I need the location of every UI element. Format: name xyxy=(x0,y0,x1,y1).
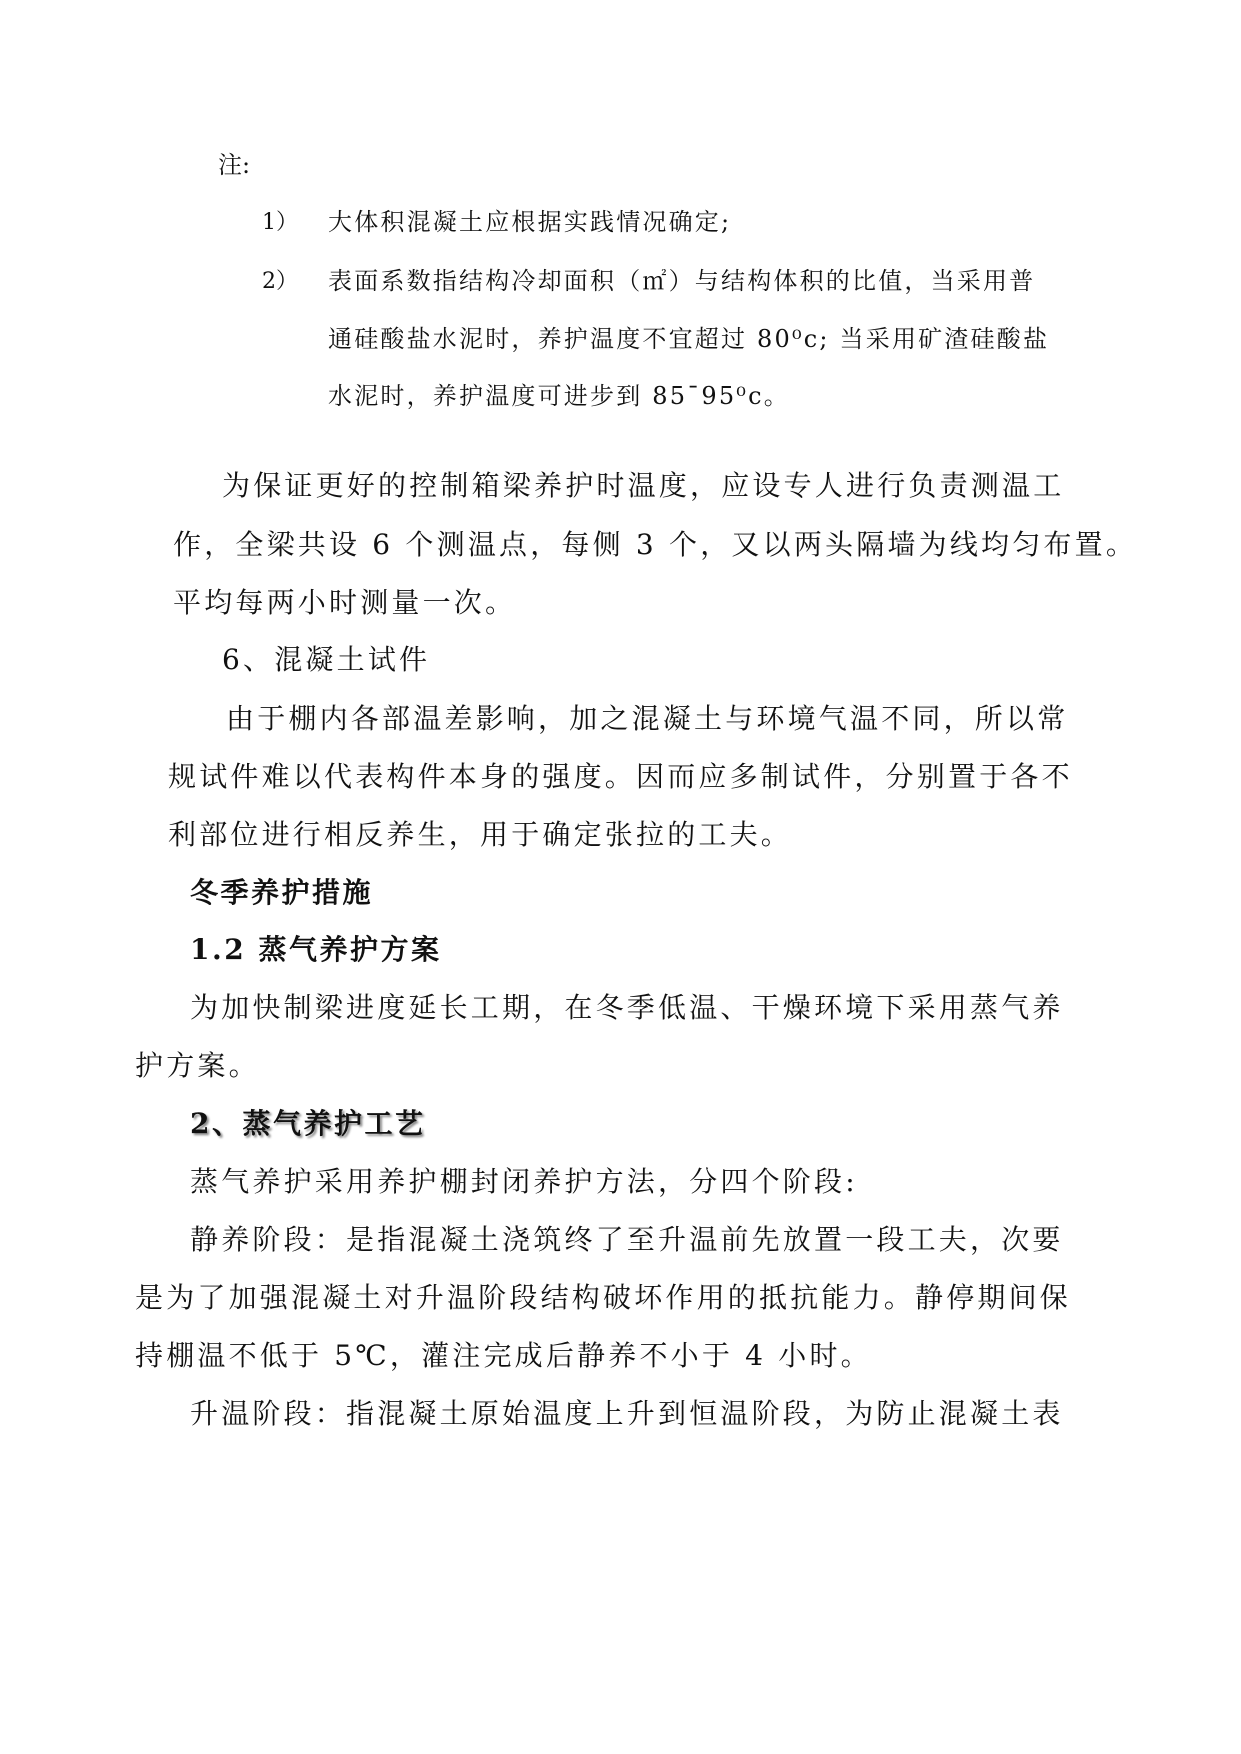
heading-winter-curing: 冬季养护措施 xyxy=(190,876,374,909)
note-item-text: 大体积混凝土应根据实践情况确定; xyxy=(328,208,732,236)
paragraph-line: 为加快制梁进度延长工期，在冬季低温、干燥环境下采用蒸气养 xyxy=(190,991,1064,1024)
paragraph-line: 作，全梁共设 6 个测温点，每侧 3 个，又以两头隔墙为线均匀布置。 xyxy=(173,528,1138,561)
paragraph-line: 平均每两小时测量一次。 xyxy=(173,586,517,619)
heading-steam-process: 2、蒸气养护工艺 xyxy=(190,1107,426,1140)
note-item-text: 通硅酸盐水泥时，养护温度不宜超过 80⁰c; 当采用矿渣硅酸盐 xyxy=(328,325,1050,353)
paragraph-line: 升温阶段：指混凝土原始温度上升到恒温阶段，为防止混凝土表 xyxy=(190,1397,1064,1430)
paragraph-line: 静养阶段：是指混凝土浇筑终了至升温前先放置一段工夫，次要 xyxy=(190,1223,1064,1256)
note-item-text: 表面系数指结构冷却面积（㎡）与结构体积的比值，当采用普 xyxy=(328,267,1036,295)
paragraph-line: 持棚温不低于 5℃，灌注完成后静养不小于 4 小时。 xyxy=(135,1339,872,1372)
note-item-text: 水泥时，养护温度可进步到 85¯95⁰c。 xyxy=(328,382,790,410)
paragraph-line: 护方案。 xyxy=(135,1049,260,1082)
note-item-number: 1） xyxy=(262,210,298,235)
note-label: 注: xyxy=(218,151,251,179)
section-title: 6、混凝土试件 xyxy=(222,643,431,676)
paragraph-line: 由于棚内各部温差影响，加之混凝土与环境气温不同，所以常 xyxy=(226,702,1069,735)
heading-steam-plan: 1.2 蒸气养护方案 xyxy=(190,933,442,966)
note-item-number: 2） xyxy=(262,269,298,294)
paragraph-line: 规试件难以代表构件本身的强度。因而应多制试件，分别置于各不 xyxy=(168,760,1073,793)
paragraph-line: 是为了加强混凝土对升温阶段结构破坏作用的抵抗能力。静停期间保 xyxy=(135,1281,1072,1314)
paragraph-line: 蒸气养护采用养护棚封闭养护方法，分四个阶段: xyxy=(190,1165,858,1198)
paragraph-line: 利部位进行相反养生，用于确定张拉的工夫。 xyxy=(168,818,793,851)
paragraph-line: 为保证更好的控制箱梁养护时温度，应设专人进行负责测温工 xyxy=(222,469,1065,502)
